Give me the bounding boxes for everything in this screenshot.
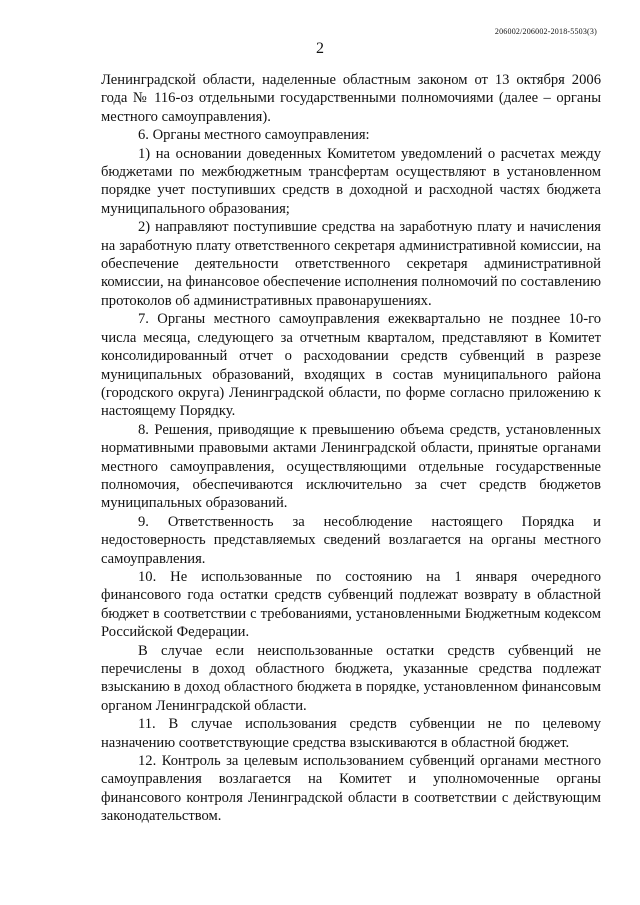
document-registration-number: 206002/206002-2018-5503(3) [494,27,597,36]
paragraph-item-8: 8. Решения, приводящие к превышению объема средств, установленных нормативными правовыми актами Ленинградской области, принятые органами местного самоуправления, осуществляющими отдельные государственные полномочия, обеспечиваются исключительно за счет средств бюджетов муниципальных образований. [101,421,601,512]
document-body [101,71,601,826]
paragraph-item-12: 12. Контроль за целевым использованием субвенций органами местного самоуправления возлагается на Комитет и уполномоченные органы финансового контроля Ленинградской области в соответствии с действующим законодательством. [101,753,601,825]
paragraph-item-6-heading: 6. Органы местного самоуправления: [138,127,370,144]
paragraph-item-9: 9. Ответственность за несоблюдение настоящего Порядка и недостоверность представляемых сведений возлагается на органы местного самоуправления. [101,513,601,567]
paragraph-item-6-2: 2) направляют поступившие средства на заработную плату и начисления на заработную плату ответственного секретаря административной комиссии, на обеспечение деятельности ответственного секретаря административной комиссии, на финансовое обеспечение исполнения полномочий по составлению протоколов об административных правонарушениях. [101,219,601,309]
paragraph-item-6-1: 1) на основании доведенных Комитетом уведомлений о расчетах между бюджетами по межбюджетным трансфертам осуществляют в установленном порядке учет поступивших средств в доходной и расходной частях бюджета муниципального образования; [101,145,601,217]
paragraph-item-10-cont: В случае если неиспользованные остатки средств субвенций не перечислены в доход областного бюджета, указанные средства подлежат взысканию в доход областного бюджета в порядке, установленном финансовым органом Ленинградской области. [101,642,601,714]
page-number: 2 [316,40,324,57]
paragraph-continuation: Ленинградской области, наделенные областным законом от 13 октября 2006 года № 116-оз отдельными государственными полномочиями (далее – органы местного самоуправления). [101,72,601,125]
paragraph-item-11: 11. В случае использования средств субвенции не по целевому назначению соответствующие средства взыскиваются в областной бюджет. [101,716,601,751]
paragraph-item-10: 10. Не использованные по состоянию на 1 января очередного финансового года остатки средств субвенций подлежат возврату в областной бюджет в соответствии с требованиями, установленными Бюджетным кодексом Российской Федерации. [101,568,601,641]
paragraph-item-7: 7. Органы местного самоуправления ежеквартально не позднее 10-го числа месяца, следующего за отчетным кварталом, представляют в Комитет консолидированный отчет о расходовании средств субвенций в разрезе муниципальных образований, входящих в состав муниципального района (городского округа) Ленинградской области, по форме согласно приложению к настоящему Порядку. [101,311,601,420]
